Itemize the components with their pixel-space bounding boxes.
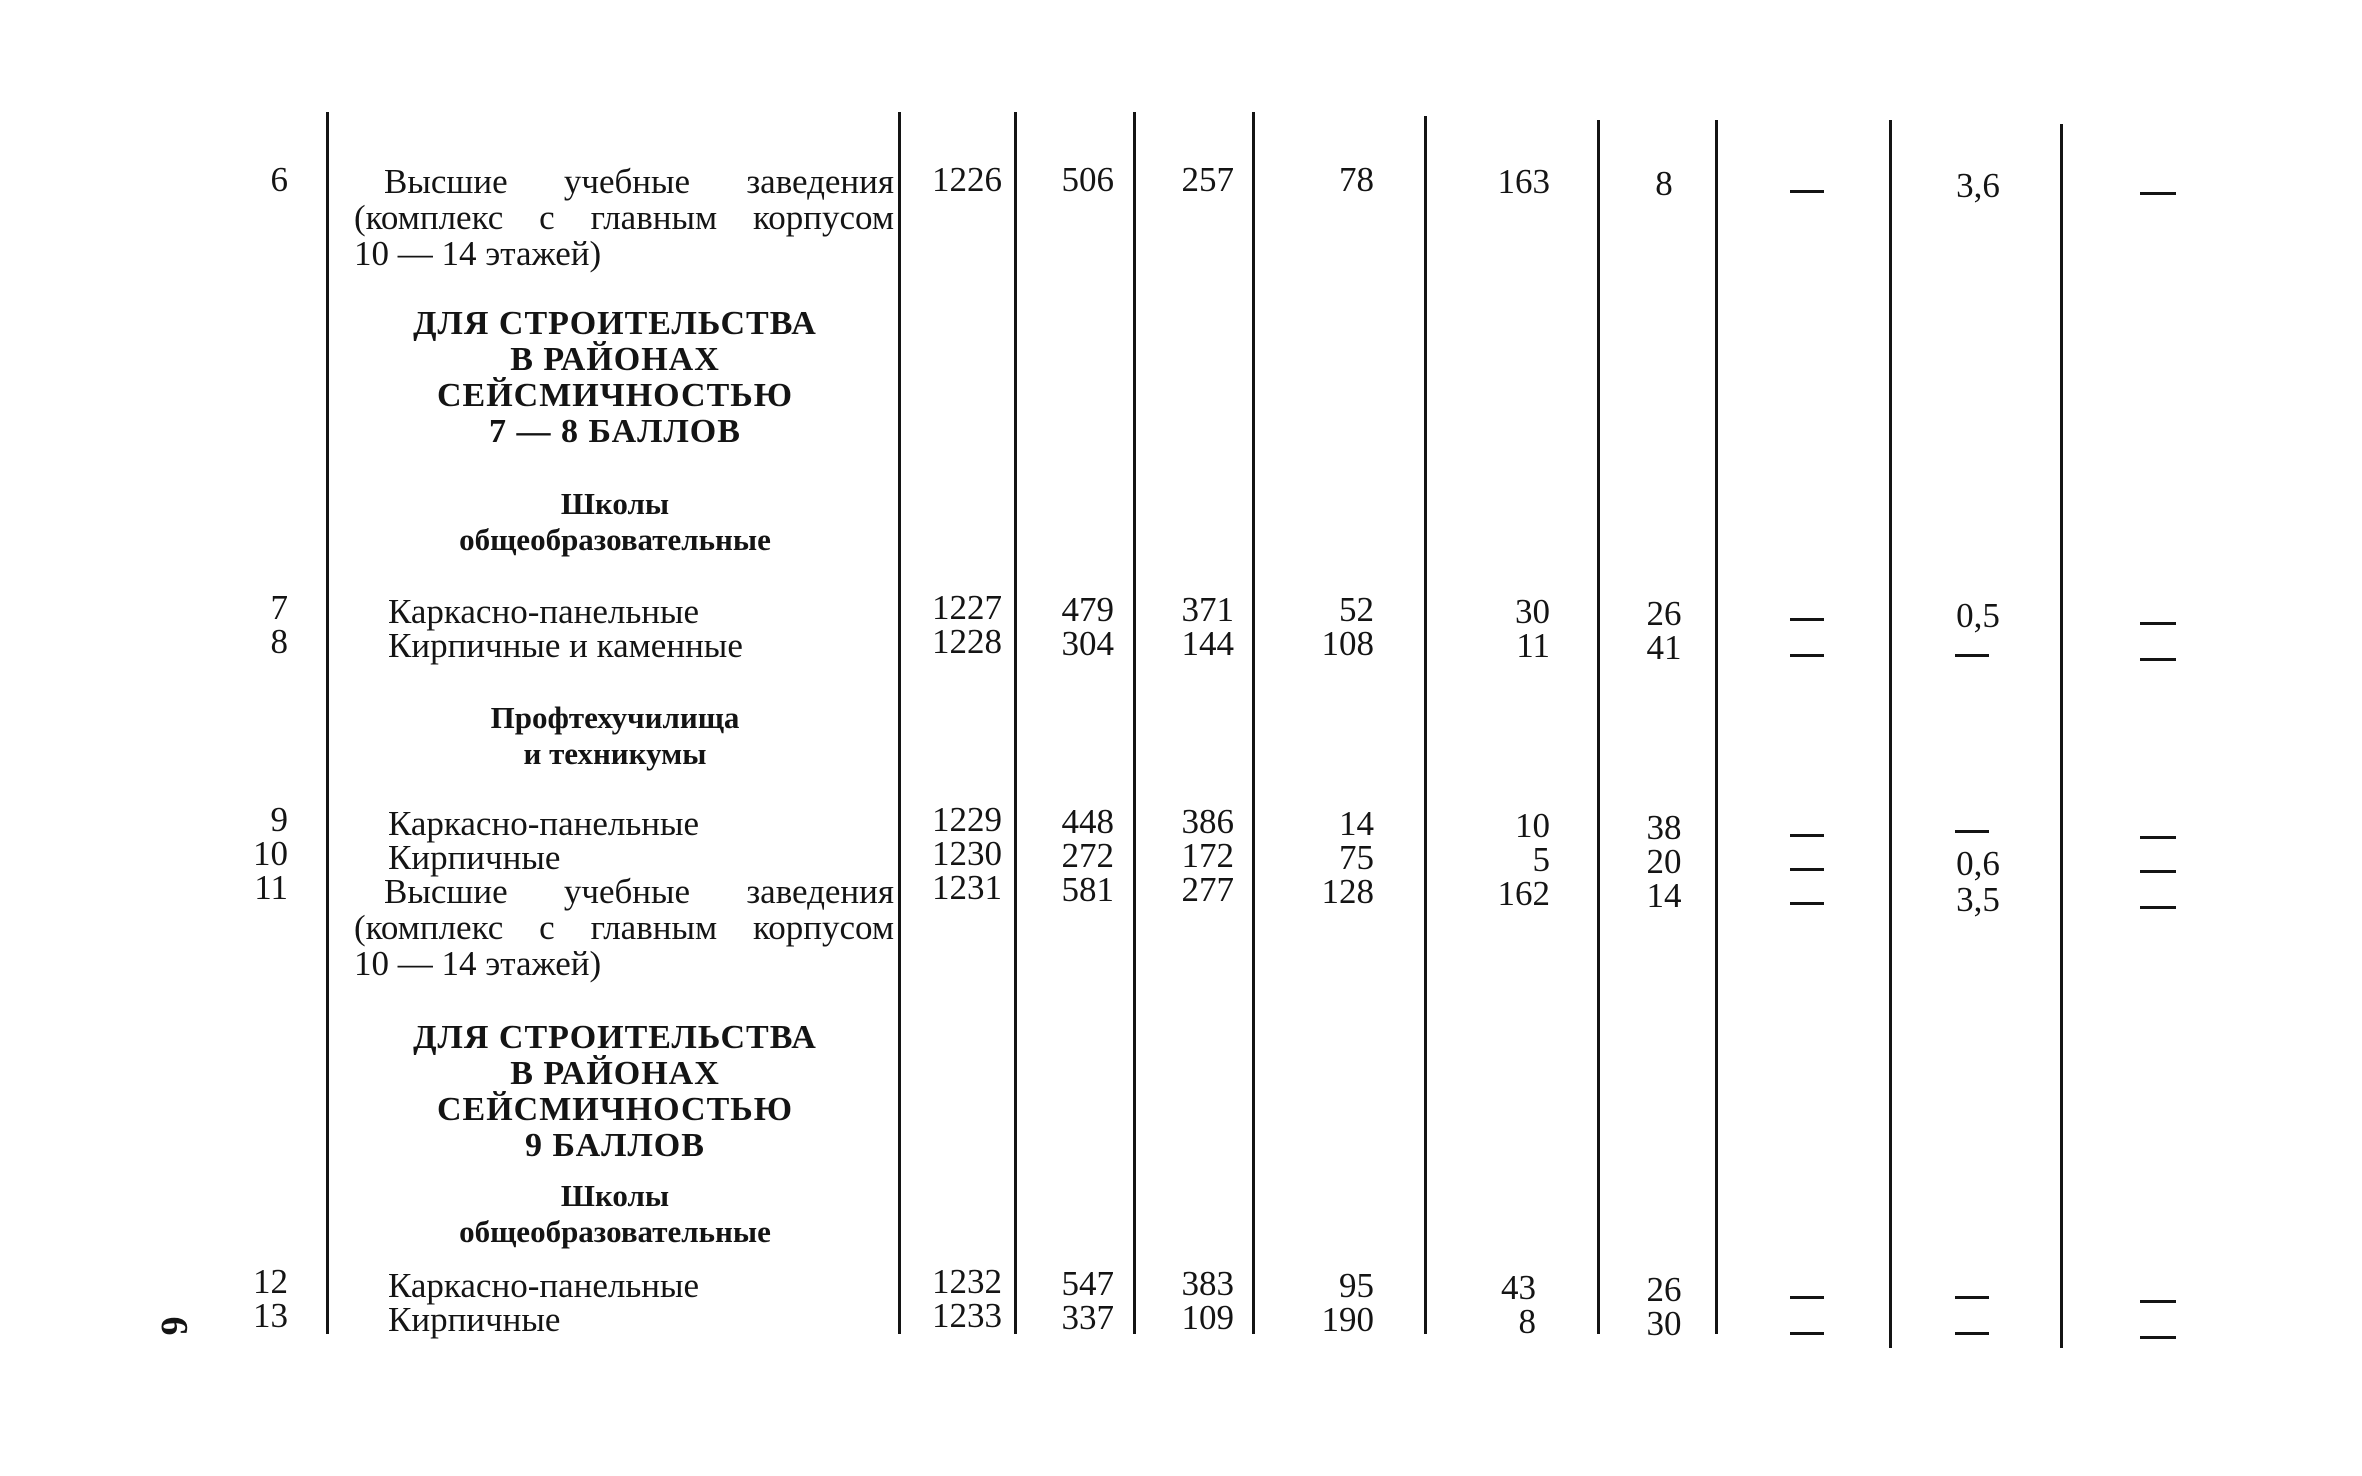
row-number: 12	[253, 1262, 288, 1301]
section-subtitle-line: Школы	[560, 1178, 670, 1213]
row-number: 13	[253, 1296, 288, 1335]
side-page-number: 6	[153, 1316, 195, 1336]
row-number: 6	[270, 160, 288, 199]
dash-c7	[1790, 190, 1824, 193]
row-number: 7	[270, 588, 288, 627]
column-rule-desc-left	[326, 112, 329, 1334]
dash-c8	[1955, 1296, 1989, 1299]
row-number: 10	[253, 834, 288, 873]
section-title-line: ДЛЯ СТРОИТЕЛЬСТВА	[413, 305, 817, 342]
cell-c4: 78	[1339, 160, 1374, 199]
cell-c2: 547	[1061, 1264, 1114, 1303]
cell-c4: 190	[1321, 1300, 1374, 1339]
section-subtitle-line: Профтехучилища	[490, 700, 740, 735]
cell-c1: 1233	[932, 1296, 1002, 1335]
cell-c3: 371	[1181, 590, 1234, 629]
dash-c8	[1955, 654, 1989, 657]
cell-c1: 1227	[932, 588, 1002, 627]
cell-c5: 5	[1532, 840, 1550, 879]
column-rule-c4-left	[1252, 112, 1255, 1334]
cell-c8: 3,5	[1956, 880, 2000, 919]
section-title	[330, 306, 900, 450]
cell-c2: 448	[1061, 802, 1114, 841]
cell-c2: 304	[1061, 624, 1114, 663]
row-number: 11	[254, 868, 288, 907]
section-title-line: СЕЙСМИЧНОСТЬЮ	[436, 377, 794, 414]
dash-c7	[1790, 834, 1824, 837]
cell-c2: 272	[1061, 836, 1114, 875]
column-rule-c2-left	[1014, 112, 1017, 1334]
cell-c4: 52	[1339, 590, 1374, 629]
row-number: 9	[270, 800, 288, 839]
dash-c8	[1955, 1332, 1989, 1335]
cell-c5: 10	[1515, 806, 1550, 845]
dash-c7	[1790, 902, 1824, 905]
cell-c6: 14	[1646, 876, 1682, 915]
row-name-cont: 10 — 14 этажей)	[354, 234, 602, 273]
dash-c7	[1790, 618, 1824, 621]
cell-c2: 581	[1061, 870, 1114, 909]
cell-c6: 30	[1646, 1304, 1682, 1343]
section-subtitle-line: общеобразовательные	[459, 522, 771, 557]
cell-c3: 257	[1181, 160, 1234, 199]
dash-c9	[2140, 1336, 2176, 1339]
dash-c9	[2140, 658, 2176, 661]
dash-c9	[2140, 836, 2176, 839]
dash-c7	[1790, 654, 1824, 657]
row-name-cont: 10 — 14 этажей)	[354, 944, 602, 983]
cell-c1: 1226	[932, 160, 1002, 199]
section-subtitle-line: и техникумы	[523, 736, 707, 771]
cell-c3: 144	[1181, 624, 1234, 663]
row-name: Каркасно-панельные	[388, 592, 700, 631]
section-subtitle	[330, 1178, 900, 1250]
cell-c4: 14	[1339, 804, 1374, 843]
cell-c5: 162	[1497, 874, 1550, 913]
section-title-line: В РАЙОНАХ	[510, 341, 720, 378]
section-title-line: ДЛЯ СТРОИТЕЛЬСТВА	[413, 1019, 817, 1056]
row-name-cont: (комплекс с главным корпусом	[354, 908, 894, 947]
dash-c7	[1790, 868, 1824, 871]
section-title-line: 9 БАЛЛОВ	[525, 1127, 705, 1164]
cell-c8: 0,5	[1956, 596, 2000, 635]
row-name: Каркасно-панельные	[388, 1266, 700, 1305]
column-rule-c9-left	[2060, 124, 2063, 1348]
section-title-line: В РАЙОНАХ	[510, 1055, 720, 1092]
column-rule-c8-left	[1889, 120, 1892, 1348]
row-name: Высшие учебные заведения	[384, 872, 894, 911]
cell-c1: 1231	[932, 868, 1002, 907]
cell-c8: 0,6	[1956, 844, 2000, 883]
cell-c5: 43	[1501, 1268, 1536, 1307]
cell-c6: 26	[1646, 1270, 1682, 1309]
row-name: Кирпичные	[388, 838, 561, 877]
section-subtitle	[330, 700, 900, 772]
cell-c6: 26	[1646, 594, 1682, 633]
cell-c6: 8	[1655, 164, 1673, 203]
dash-c7	[1790, 1332, 1824, 1335]
cell-c5: 8	[1518, 1302, 1536, 1341]
cell-c3: 277	[1181, 870, 1234, 909]
row-name-cont: (комплекс с главным корпусом	[354, 198, 894, 237]
cell-c5: 163	[1497, 162, 1550, 201]
dash-c7	[1790, 1296, 1824, 1299]
column-rule-c3-left	[1133, 112, 1136, 1334]
row-number: 8	[270, 622, 288, 661]
dash-c9	[2140, 906, 2176, 909]
cell-c1: 1230	[932, 834, 1002, 873]
cell-c6: 20	[1646, 842, 1682, 881]
cell-c2: 479	[1061, 590, 1114, 629]
row-name: Кирпичные	[388, 1300, 561, 1339]
cell-c1: 1229	[932, 800, 1002, 839]
section-subtitle	[330, 486, 900, 558]
dash-c9	[2140, 870, 2176, 873]
section-title	[330, 1020, 900, 1164]
dash-c9	[2140, 192, 2176, 195]
row-description	[354, 874, 894, 982]
cell-c3: 383	[1181, 1264, 1234, 1303]
cell-c3: 386	[1181, 802, 1234, 841]
cell-c6: 38	[1646, 808, 1682, 847]
section-title-line: 7 — 8 БАЛЛОВ	[489, 413, 741, 450]
section-title-line: СЕЙСМИЧНОСТЬЮ	[436, 1091, 794, 1128]
cell-c3: 109	[1181, 1298, 1234, 1337]
cell-c1: 1232	[932, 1262, 1002, 1301]
column-rule-c7-left	[1715, 120, 1718, 1334]
cell-c2: 506	[1061, 160, 1114, 199]
dash-c8	[1955, 830, 1989, 833]
cell-c4: 108	[1321, 624, 1374, 663]
cell-c5: 11	[1516, 626, 1550, 665]
section-subtitle-line: общеобразовательные	[459, 1214, 771, 1249]
dash-c9	[2140, 1300, 2176, 1303]
cell-c5: 30	[1515, 592, 1550, 631]
cell-c2: 337	[1061, 1298, 1114, 1337]
column-rule-c6-left	[1597, 120, 1600, 1334]
cell-c8: 3,6	[1956, 166, 2000, 205]
cell-c3: 172	[1181, 836, 1234, 875]
cell-c6: 41	[1646, 628, 1682, 667]
row-name: Высшие учебные заведения	[384, 162, 894, 201]
cell-c4: 128	[1321, 872, 1374, 911]
row-name: Каркасно-панельные	[388, 804, 700, 843]
column-rule-c5-left	[1424, 116, 1427, 1334]
cell-c4: 95	[1339, 1266, 1374, 1305]
row-description	[354, 164, 894, 272]
section-subtitle-line: Школы	[560, 486, 670, 521]
cell-c1: 1228	[932, 622, 1002, 661]
dash-c9	[2140, 622, 2176, 625]
cell-c4: 75	[1339, 838, 1374, 877]
row-name: Кирпичные и каменные	[388, 626, 743, 665]
